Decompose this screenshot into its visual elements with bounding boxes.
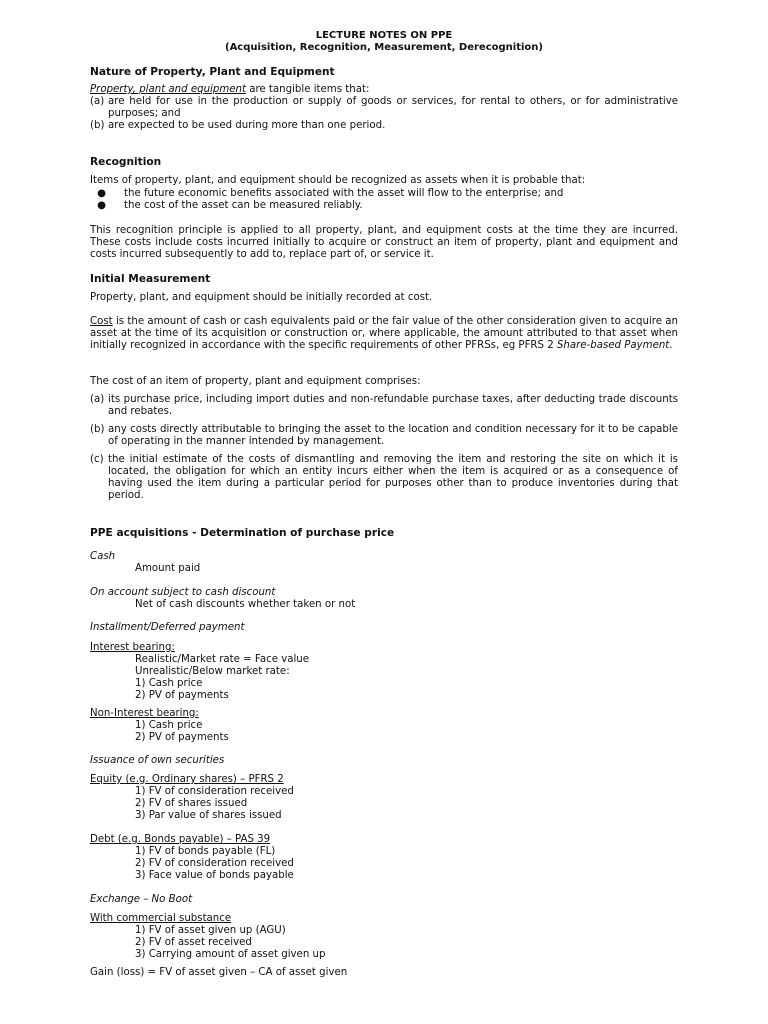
acq-cash: Cash bbox=[90, 551, 116, 562]
acq-commercial-substance: With commercial substance bbox=[90, 913, 232, 924]
heading-ppe-acquisitions: PPE acquisitions - Determination of purchase price bbox=[90, 527, 395, 539]
recognition-paragraph: This recognition principle is applied to all property, plant, and equipment costs at the time they are incurred. These costs include costs incurred initially to acquire or construct an item of property, plant and equipment and costs incurred subsequently to add to, replace part of, or service it. bbox=[90, 225, 678, 260]
item-label: (a) bbox=[90, 96, 105, 107]
list-item bbox=[90, 96, 678, 120]
list-item: 2) FV of consideration received bbox=[135, 858, 294, 869]
heading-nature: Nature of Property, Plant and Equipment bbox=[90, 66, 335, 78]
bullet-text: the cost of the asset can be measured reliably. bbox=[124, 200, 363, 211]
item-label: (b) bbox=[90, 120, 105, 131]
list-item: 2) FV of shares issued bbox=[135, 798, 248, 809]
acq-on-account-value: Net of cash discounts whether taken or not bbox=[135, 599, 356, 610]
item-text: any costs directly attributable to bringing the asset to the location and condition necessary for it to be capable of operating in the manner intended by management. bbox=[108, 424, 678, 447]
item-label: (b) bbox=[90, 424, 105, 435]
list-item: 1) Cash price bbox=[135, 678, 203, 689]
list-item bbox=[90, 200, 678, 212]
item-text: are held for use in the production or supply of goods or services, for rental to others, or for administrative purposes; and bbox=[108, 96, 678, 119]
list-item: 3) Face value of bonds payable bbox=[135, 870, 294, 881]
list-item: 2) PV of payments bbox=[135, 732, 229, 743]
doc-subtitle: (Acquisition, Recognition, Measurement, Derecognition) bbox=[225, 42, 543, 53]
term-ppe: Property, plant and equipment bbox=[90, 84, 246, 95]
acq-issuance: Issuance of own securities bbox=[90, 755, 225, 766]
heading-initial-measurement: Initial Measurement bbox=[90, 273, 211, 285]
bullet-icon: ● bbox=[97, 188, 106, 199]
acq-on-account: On account subject to cash discount bbox=[90, 587, 276, 598]
acq-equity: Equity (e.g. Ordinary shares) – PFRS 2 bbox=[90, 774, 284, 785]
initial-p1: Property, plant, and equipment should be initially recorded at cost. bbox=[90, 292, 433, 303]
gain-loss-formula: Gain (loss) = FV of asset given – CA of asset given bbox=[90, 967, 348, 978]
list-item: 1) FV of asset given up (AGU) bbox=[135, 925, 286, 936]
cost-def-italic: Share-based Payment bbox=[556, 340, 670, 351]
cost-def-text: is the amount of cash or cash equivalents paid or the fair value of the other consideration given to acquire an asset at the time of its acquisition or construction or, where applicable, the amount attributed to that asset when initially recognized in accordance with the specific requirements of other PFRSs, eg PFRS 2 bbox=[90, 316, 678, 351]
acq-debt: Debt (e.g. Bonds payable) – PAS 39 bbox=[90, 834, 271, 845]
bullet-icon: ● bbox=[97, 200, 106, 211]
nature-intro-rest: are tangible items that: bbox=[245, 84, 370, 95]
list-item: 2) FV of asset received bbox=[135, 937, 252, 948]
item-label: (a) bbox=[90, 394, 105, 405]
acq-exchange: Exchange – No Boot bbox=[90, 894, 193, 905]
acq-cash-value: Amount paid bbox=[135, 563, 201, 574]
list-item bbox=[90, 454, 678, 502]
ib-unrealistic: Unrealistic/Below market rate: bbox=[135, 666, 290, 677]
comprises-intro: The cost of an item of property, plant and equipment comprises: bbox=[90, 376, 421, 387]
recognition-intro: Items of property, plant, and equipment should be recognized as assets when it is probable that: bbox=[90, 175, 586, 186]
item-text: the initial estimate of the costs of dismantling and removing the item and restoring the site on which it is located, the obligation for which an entity incurs either when the item is acquired or as a consequence of having used the item during a particular period for purposes other than to produce inventories during that period. bbox=[108, 454, 678, 501]
acq-non-interest: Non-Interest bearing: bbox=[90, 708, 199, 719]
bullet-text: the future economic benefits associated with the asset will flow to the enterprise; and bbox=[124, 188, 564, 199]
acq-installment: Installment/Deferred payment bbox=[90, 622, 245, 633]
cost-def-end: . bbox=[669, 340, 673, 351]
item-text: are expected to be used during more than one period. bbox=[108, 120, 386, 131]
list-item: 1) FV of consideration received bbox=[135, 786, 294, 797]
list-item bbox=[90, 394, 678, 418]
cost-definition bbox=[90, 316, 678, 352]
item-label: (c) bbox=[90, 454, 104, 465]
recognition-bullets bbox=[90, 188, 678, 212]
doc-title: LECTURE NOTES ON PPE bbox=[315, 30, 453, 41]
cost-components-list bbox=[90, 394, 678, 502]
list-item: 3) Carrying amount of asset given up bbox=[135, 949, 326, 960]
heading-recognition: Recognition bbox=[90, 156, 162, 168]
list-item bbox=[90, 120, 678, 132]
acq-interest-bearing: Interest bearing: bbox=[90, 642, 175, 653]
item-text: its purchase price, including import duties and non-refundable purchase taxes, after deducting trade discounts and rebates. bbox=[108, 394, 678, 417]
nature-list bbox=[90, 96, 678, 132]
term-cost: Cost bbox=[90, 316, 113, 327]
list-item bbox=[90, 424, 678, 448]
list-item: 1) Cash price bbox=[135, 720, 203, 731]
list-item: 1) FV of bonds payable (FL) bbox=[135, 846, 276, 857]
list-item bbox=[90, 188, 678, 200]
list-item: 2) PV of payments bbox=[135, 690, 229, 701]
nature-intro bbox=[90, 84, 678, 96]
list-item: 3) Par value of shares issued bbox=[135, 810, 282, 821]
ib-realistic: Realistic/Market rate = Face value bbox=[135, 654, 310, 665]
